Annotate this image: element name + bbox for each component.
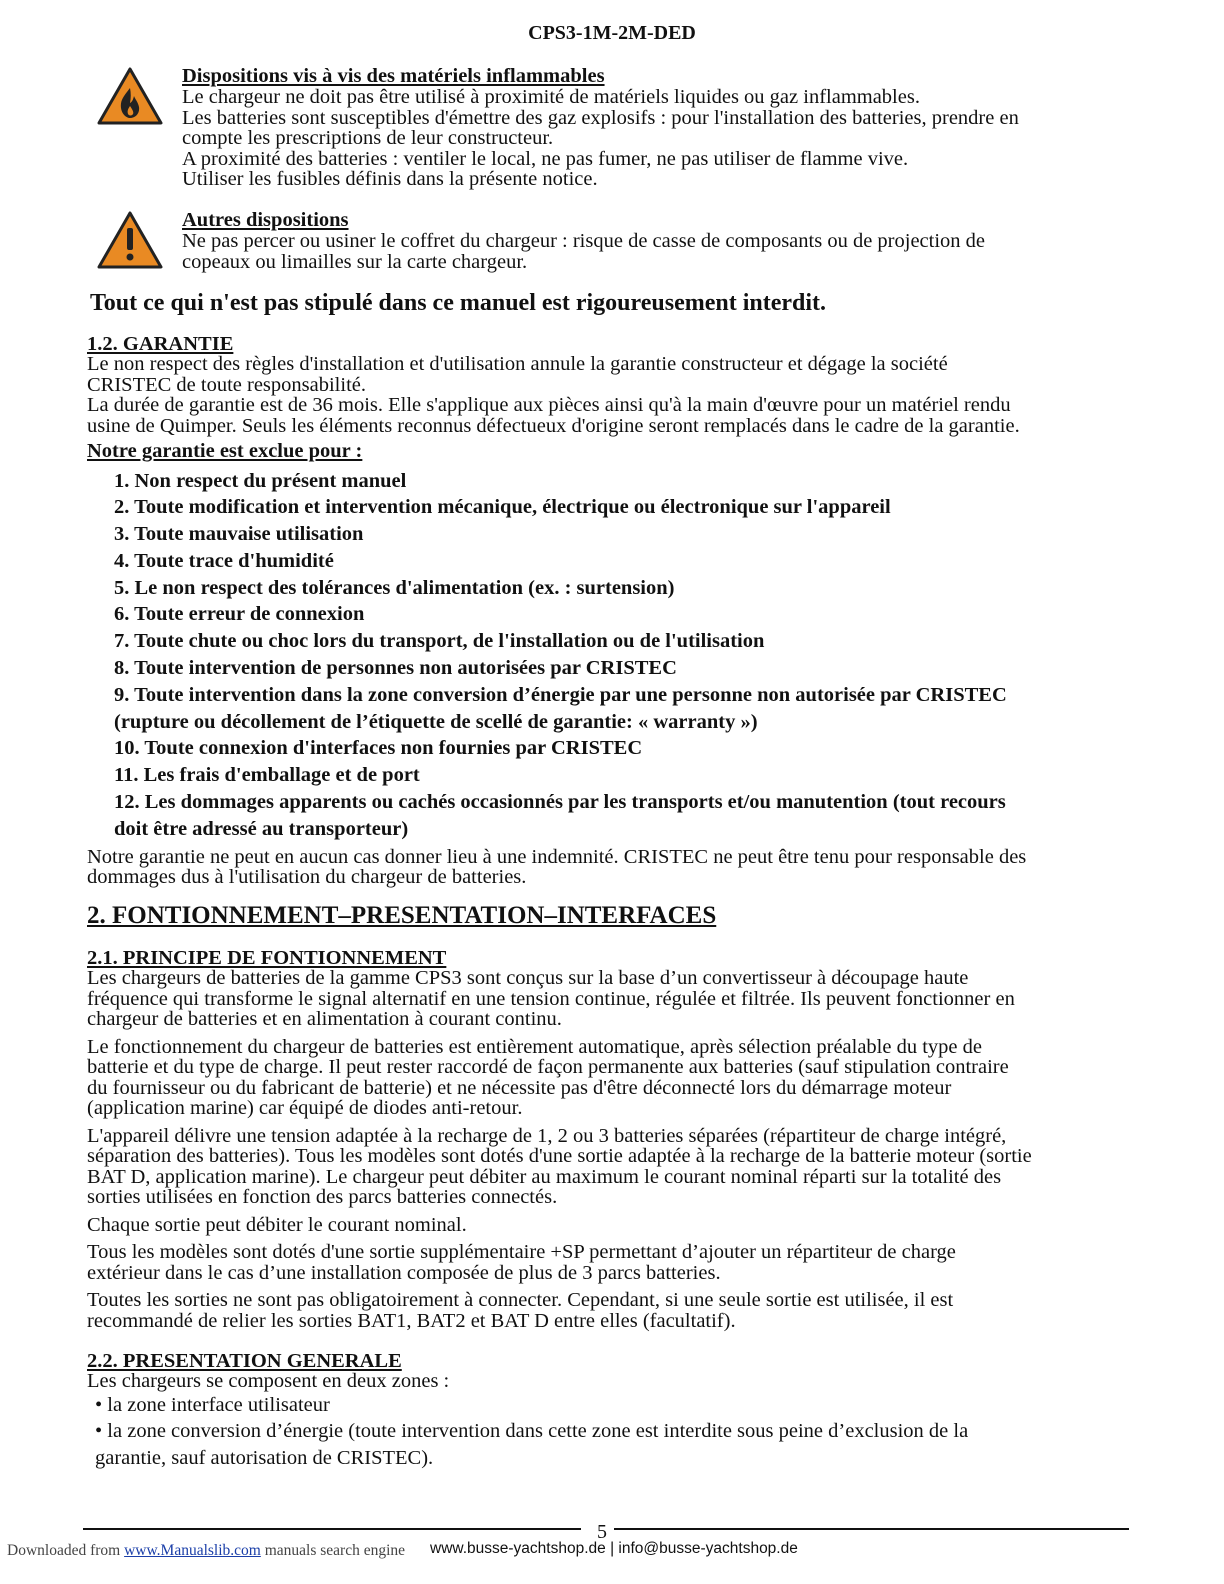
- footer-rule-left: [83, 1528, 581, 1530]
- exclusion-heading: Notre garantie est exclue pour :: [87, 440, 363, 462]
- exclamation-warning-icon: [96, 210, 164, 270]
- exclusion-item: 4. Toute trace d'humidité: [114, 549, 334, 572]
- principe-paragraph: [87, 968, 1127, 1030]
- download-footer: [7, 1542, 405, 1560]
- fire-warning-icon: [96, 66, 164, 126]
- download-prefix: Downloaded from: [7, 1542, 121, 1559]
- other-warning-title: Autres dispositions: [182, 209, 349, 231]
- exclusion-item: 11. Les frais d'emballage et de port: [114, 764, 420, 787]
- warning-line: copeaux ou limailles sur la carte chargeur.: [182, 250, 528, 273]
- garantie-line: La durée de garantie est de 36 mois. Elle s'applique aux pièces ainsi qu'à la main d'œuvre pour un matériel rendu: [87, 394, 1011, 416]
- warning-line: A proximité des batteries : ventiler le local, ne pas fumer, ne pas utiliser de flamme vive.: [182, 147, 909, 170]
- principe-line: sorties utilisées en fonction des parcs batteries connectés.: [87, 1186, 558, 1208]
- principe-line: Toutes les sorties ne sont pas obligatoirement à connecter. Cependant, si une seule sortie est utilisée, il est: [87, 1289, 954, 1311]
- principe-line: chargeur de batteries et en alimentation à courant continu.: [87, 1008, 562, 1030]
- footer-rule-right: [614, 1528, 1129, 1530]
- garantie-closing-line: dommages dus à l'utilisation du chargeur de batteries.: [87, 866, 527, 889]
- principe-line: L'appareil délivre une tension adaptée à la recharge de 1, 2 ou 3 batteries séparées (répartiteur de charge intégré,: [87, 1124, 1007, 1147]
- exclusion-item: 7. Toute chute ou choc lors du transport, de l'installation ou de l'utilisation: [114, 630, 765, 653]
- section-2-heading: 2. FONTIONNEMENT–PRESENTATION–INTERFACES: [87, 902, 717, 929]
- exclusion-item: 12. Les dommages apparents ou cachés occasionnés par les transports et/ou manutention (tout recours: [114, 791, 1006, 814]
- garantie-line: Le non respect des règles d'installation et d'utilisation annule la garantie constructeur et dégage la société: [87, 353, 948, 375]
- principe-paragraph: [87, 1242, 1127, 1283]
- principe-line: (application marine) car équipé de diodes anti-retour.: [87, 1097, 523, 1119]
- principe-line: extérieur dans le cas d’une installation composée de plus de 3 parcs batteries.: [87, 1261, 721, 1284]
- principe-line: recommandé de relier les sorties BAT1, BAT2 et BAT D entre elles (facultatif).: [87, 1309, 736, 1332]
- presentation-bullet: garantie, sauf autorisation de CRISTEC).: [95, 1446, 434, 1469]
- exclusion-item: 2. Toute modification et intervention mécanique, électrique ou électronique sur l'appareil: [114, 496, 891, 519]
- manualslib-link[interactable]: www.Manualslib.com: [124, 1542, 261, 1559]
- presentation-section: [87, 1351, 1127, 1471]
- principe-line: batterie et du type de charge. Il peut rester raccordé de façon permanente aux batteries (sauf stipulation contraire: [87, 1056, 1009, 1078]
- strong-note: Tout ce qui n'est pas stipulé dans ce manuel est rigoureusement interdit.: [90, 290, 827, 316]
- garantie-line: usine de Quimper. Seuls les éléments reconnus défectueux d'origine seront remplacés dans le cadre de la garantie.: [87, 414, 1020, 437]
- principe-line: fréquence qui transforme le signal alternatif en une tension continue, régulée et filtrée. Ils peuvent fonctionner en: [87, 987, 1015, 1010]
- document-header-title: CPS3-1M-2M-DED: [528, 22, 696, 44]
- principe-line: séparation des batteries). Tous les modèles sont dotés d'une sortie adaptée à la recharge de la batterie moteur (sortie: [87, 1145, 1032, 1167]
- presentation-bullet: • la zone interface utilisateur: [95, 1393, 330, 1416]
- flammable-warning-title: Dispositions vis à vis des matériels inflammables: [182, 65, 605, 87]
- garantie-line: CRISTEC de toute responsabilité.: [87, 373, 366, 396]
- warning-line: Utiliser les fusibles définis dans la présente notice.: [182, 168, 598, 190]
- principe-line: du fournisseur ou du fabricant de batterie) et ne nécessite pas d'être déconnecté lors du démarrage moteur: [87, 1076, 952, 1099]
- garantie-closing-line: Notre garantie ne peut en aucun cas donner lieu à une indemnité. CRISTEC ne peut être tenu pour responsable des: [87, 845, 1027, 868]
- garantie-section: [87, 334, 1127, 888]
- download-suffix: manuals search engine: [264, 1542, 406, 1559]
- presentation-heading: 2.2. PRESENTATION GENERALE: [87, 1350, 402, 1372]
- principe-paragraph: [87, 1126, 1127, 1208]
- principe-line: Chaque sortie peut débiter le courant nominal.: [87, 1213, 467, 1236]
- warning-line: Le chargeur ne doit pas être utilisé à proximité de matériels liquides ou gaz inflammables.: [182, 86, 920, 108]
- warning-line: compte les prescriptions de leur constructeur.: [182, 127, 554, 149]
- exclusion-item: 9. Toute intervention dans la zone conversion d’énergie par une personne non autorisée par CRISTEC: [114, 683, 1007, 706]
- exclusion-item: (rupture ou décollement de l’étiquette de scellé de garantie: « warranty »): [114, 710, 758, 733]
- presentation-bullet: • la zone conversion d’énergie (toute intervention dans cette zone est interdite sous peine d’exclusion de la: [95, 1420, 969, 1442]
- shop-footer-text: www.busse-yachtshop.de | info@busse-yachtshop.de: [430, 1540, 798, 1557]
- exclusion-item: 6. Toute erreur de connexion: [114, 603, 365, 626]
- principe-line: Les chargeurs de batteries de la gamme CPS3 sont conçus sur la base d’un convertisseur à découpage haute: [87, 967, 969, 989]
- principe-paragraph: [87, 1215, 1127, 1236]
- presentation-intro: Les chargeurs se composent en deux zones :: [87, 1370, 450, 1392]
- principe-line: BAT D, application marine). Le chargeur peut débiter au maximum le courant nominal réparti sur la totalité des: [87, 1165, 1002, 1188]
- warning-line: Les batteries sont susceptibles d'émettre des gaz explosifs : pour l'installation des batteries, prendre en: [182, 106, 1019, 129]
- exclusion-item: 1. Non respect du présent manuel: [114, 469, 407, 492]
- exclusion-list: [87, 468, 1127, 843]
- exclusion-item: 5. Le non respect des tolérances d'alimentation (ex. : surtension): [114, 576, 675, 599]
- principe-section: [87, 948, 1127, 1338]
- exclusion-item: 3. Toute mauvaise utilisation: [114, 523, 364, 546]
- principe-heading: 2.1. PRINCIPE DE FONTIONNEMENT: [87, 947, 447, 969]
- principe-line: Le fonctionnement du chargeur de batteries est entièrement automatique, après sélection préalable du type de: [87, 1035, 982, 1058]
- page-number: 5: [597, 1521, 607, 1543]
- principe-paragraph: [87, 1037, 1127, 1119]
- exclusion-item: doit être adressé au transporteur): [114, 817, 409, 840]
- principe-line: Tous les modèles sont dotés d'une sortie supplémentaire +SP permettant d’ajouter un répartiteur de charge: [87, 1241, 956, 1263]
- principe-paragraph: [87, 1290, 1127, 1331]
- exclusion-item: 8. Toute intervention de personnes non autorisées par CRISTEC: [114, 657, 677, 680]
- garantie-heading: 1.2. GARANTIE: [87, 333, 234, 355]
- exclusion-item: 10. Toute connexion d'interfaces non fournies par CRISTEC: [114, 737, 643, 760]
- warning-line: Ne pas percer ou usiner le coffret du chargeur : risque de casse de composants ou de projection de: [182, 230, 986, 252]
